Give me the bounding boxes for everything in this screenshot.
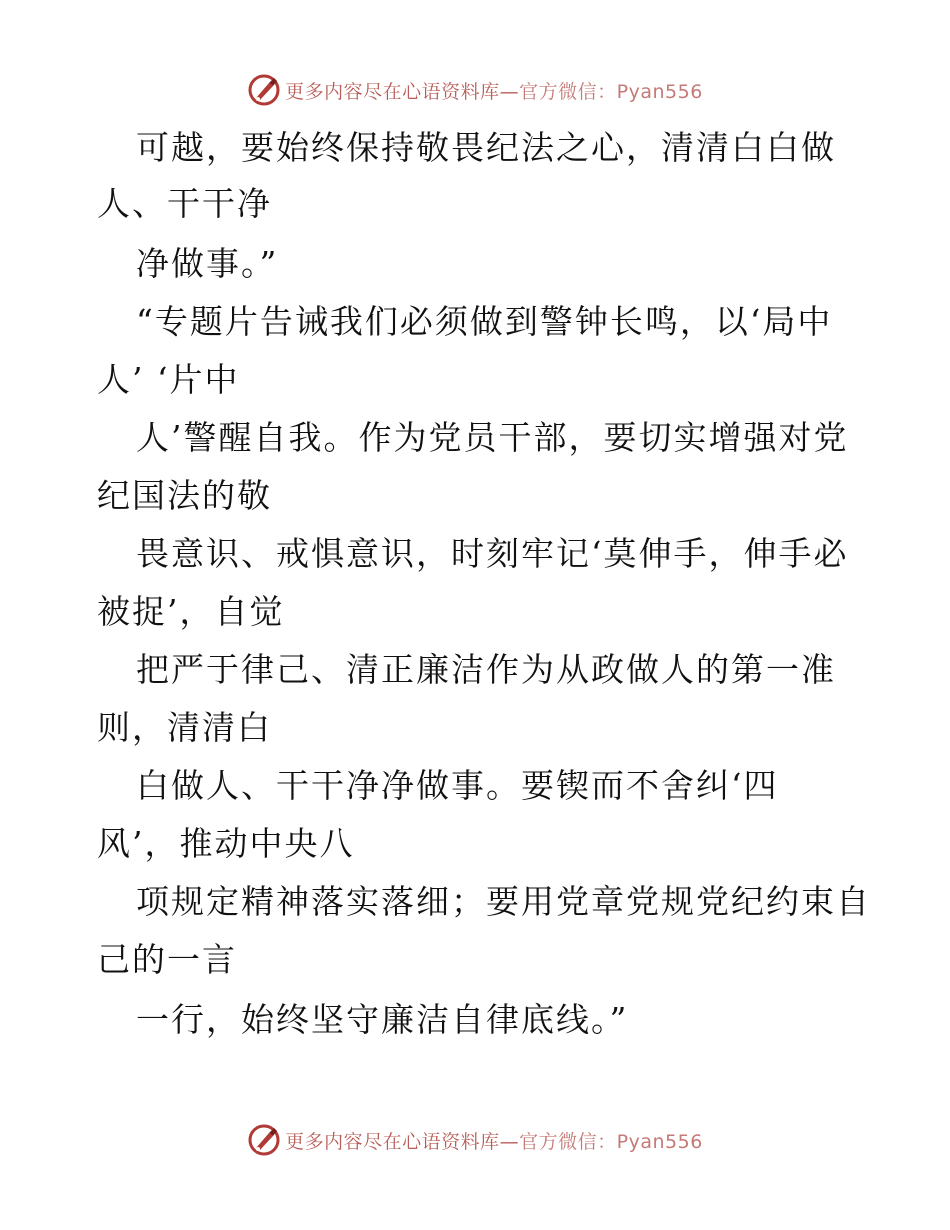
body-line-15: 己的一言 bbox=[97, 940, 237, 979]
pen-logo-icon bbox=[247, 73, 281, 107]
pen-logo-icon bbox=[247, 1123, 281, 1157]
footer-banner-text bbox=[285, 1127, 703, 1154]
body-line-16: 一行，始终坚守廉洁自律底线。” bbox=[136, 1000, 629, 1039]
body-line-10: 把严于律己、清正廉洁作为从政做人的第一准 bbox=[136, 650, 836, 689]
body-line-4: “专题片告诫我们必须做到警钟长鸣，以‘局中 bbox=[136, 302, 833, 341]
header-banner-wechat: 官方微信：Pyan556 bbox=[519, 80, 703, 103]
footer-banner-title: 更多内容尽在心语资料库— bbox=[285, 1130, 520, 1153]
body-line-8: 畏意识、戒惧意识，时刻牢记‘莫伸手，伸手必 bbox=[136, 534, 849, 573]
body-line-6: 人’警醒自我。作为党员干部，要切实增强对党 bbox=[136, 418, 849, 457]
body-line-5: 人’ ‘片中 bbox=[97, 360, 240, 399]
body-line-14: 项规定精神落实落细；要用党章党规党纪约束自 bbox=[136, 882, 871, 921]
body-line-13: 风’，推动中央八 bbox=[97, 824, 355, 863]
body-line-12: 白做人、干干净净做事。要锲而不舍纠‘四 bbox=[136, 766, 779, 805]
body-line-1: 可越，要始终保持敬畏纪法之心，清清白白做 bbox=[136, 128, 836, 167]
body-line-9: 被捉’，自觉 bbox=[97, 592, 285, 631]
header-banner bbox=[0, 70, 950, 110]
body-line-3: 净做事。” bbox=[136, 244, 279, 283]
header-banner-title: 更多内容尽在心语资料库— bbox=[285, 80, 520, 103]
header-banner-text bbox=[285, 77, 703, 104]
footer-banner-wechat: 官方微信：Pyan556 bbox=[519, 1130, 703, 1153]
body-line-11: 则，清清白 bbox=[97, 708, 272, 747]
footer-banner bbox=[0, 1120, 950, 1160]
body-line-2: 人、干干净 bbox=[97, 184, 272, 223]
body-line-7: 纪国法的敬 bbox=[97, 476, 272, 515]
